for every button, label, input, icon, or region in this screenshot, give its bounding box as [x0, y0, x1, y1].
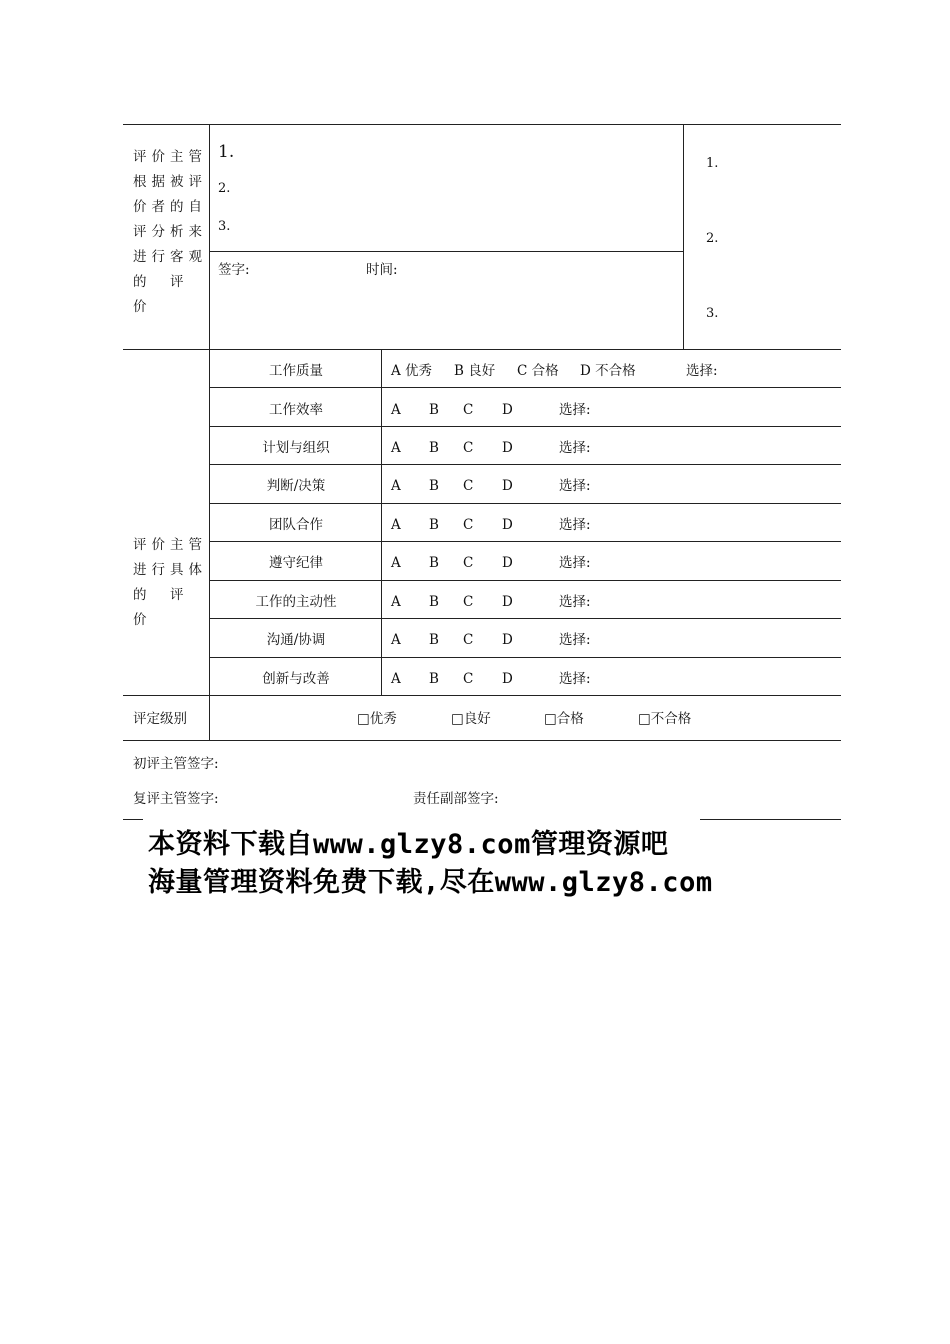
- option-d: D: [502, 555, 513, 571]
- side-label-line: 评分析来: [133, 224, 207, 240]
- option-b: B: [429, 440, 439, 456]
- side-label-line: 进行具体: [133, 562, 207, 578]
- criterion-name: 工作的主动性: [255, 594, 337, 610]
- option-b: B: [429, 671, 439, 687]
- option-b: B: [429, 594, 439, 610]
- option-c: C: [463, 594, 474, 610]
- option-a: A 优秀: [391, 363, 433, 379]
- option-b: B: [429, 555, 439, 571]
- side-label-line: 评价主管: [133, 537, 207, 553]
- rating-column-border: [209, 695, 210, 740]
- row-divider: [210, 541, 841, 542]
- criterion-name: 工作质量: [269, 363, 323, 379]
- deputy-signature: 责任副部签字:: [413, 791, 499, 807]
- option-d: D: [502, 517, 513, 533]
- option-d: D: [502, 671, 513, 687]
- detail-side-label: [133, 533, 213, 633]
- option-c: C: [463, 517, 474, 533]
- row-divider: [210, 503, 841, 504]
- top-side-label: [133, 145, 213, 320]
- choose-label: 选择:: [686, 363, 718, 379]
- row-divider: [210, 426, 841, 427]
- right-item-3: 3.: [706, 306, 719, 321]
- side-label-line: 的 评 价: [133, 587, 207, 628]
- option-a: A: [391, 671, 401, 687]
- choose-label: 选择:: [559, 632, 591, 648]
- signature-label: 签字:: [218, 262, 250, 278]
- watermark-line-2: 海量管理资料免费下载,尽在www.glzy8.com: [148, 867, 713, 898]
- table-bottom-border: [123, 740, 841, 741]
- option-d: D 不合格: [580, 363, 636, 379]
- choose-label: 选择:: [559, 671, 591, 687]
- side-label-line: 的 评 价: [133, 274, 207, 315]
- option-b: B 良好: [454, 363, 496, 379]
- choose-label: 选择:: [559, 440, 591, 456]
- option-a: A: [391, 478, 401, 494]
- rating-option-pass[interactable]: □合格: [544, 711, 584, 727]
- right-column-border: [683, 124, 684, 349]
- row-divider: [210, 657, 841, 658]
- row-divider: [210, 618, 841, 619]
- time-label: 时间:: [366, 262, 398, 278]
- rating-option-fail[interactable]: □不合格: [638, 711, 692, 727]
- option-d: D: [502, 632, 513, 648]
- rating-label: 评定级别: [133, 711, 187, 727]
- option-a: A: [391, 517, 401, 533]
- option-b: B: [429, 402, 439, 418]
- criterion-name: 沟通/协调: [266, 632, 326, 648]
- choose-label: 选择:: [559, 402, 591, 418]
- top-inner-divider: [210, 251, 683, 252]
- row-divider: [210, 464, 841, 465]
- option-c: C: [463, 402, 474, 418]
- option-a: A: [391, 555, 401, 571]
- second-supervisor-signature: 复评主管签字:: [133, 791, 219, 807]
- option-b: B: [429, 478, 439, 494]
- criterion-name: 计划与组织: [262, 440, 330, 456]
- first-supervisor-signature: 初评主管签字:: [133, 756, 219, 772]
- footer-rule-left: [123, 819, 143, 820]
- row-divider: [210, 580, 841, 581]
- choose-label: 选择:: [559, 478, 591, 494]
- option-c: C: [463, 555, 474, 571]
- section-divider: [123, 695, 841, 696]
- side-label-line: 根据被评: [133, 174, 207, 190]
- evaluation-item-2: 2.: [218, 181, 231, 196]
- evaluation-item-1: 1.: [218, 142, 235, 162]
- option-d: D: [502, 478, 513, 494]
- row-divider: [210, 387, 841, 388]
- option-d: D: [502, 402, 513, 418]
- option-c: C 合格: [517, 363, 559, 379]
- watermark-line-1: 本资料下载自www.glzy8.com管理资源吧: [148, 829, 669, 860]
- evaluation-item-3: 3.: [218, 219, 231, 234]
- rating-option-excellent[interactable]: □优秀: [357, 711, 397, 727]
- criterion-name: 创新与改善: [262, 671, 330, 687]
- footer-rule-right: [700, 819, 841, 820]
- right-item-1: 1.: [706, 156, 719, 171]
- option-c: C: [463, 671, 474, 687]
- criterion-name: 判断/决策: [266, 478, 326, 494]
- side-label-line: 进行客观: [133, 249, 207, 265]
- option-a: A: [391, 632, 401, 648]
- option-d: D: [502, 594, 513, 610]
- choose-label: 选择:: [559, 517, 591, 533]
- table-top-border: [123, 124, 841, 125]
- criterion-name: 工作效率: [269, 402, 323, 418]
- section-divider: [123, 349, 841, 350]
- option-b: B: [429, 632, 439, 648]
- right-item-2: 2.: [706, 231, 719, 246]
- option-c: C: [463, 478, 474, 494]
- option-c: C: [463, 632, 474, 648]
- option-b: B: [429, 517, 439, 533]
- option-a: A: [391, 594, 401, 610]
- rating-option-good[interactable]: □良好: [451, 711, 491, 727]
- choose-label: 选择:: [559, 594, 591, 610]
- criterion-name: 遵守纪律: [269, 555, 323, 571]
- criterion-name: 团队合作: [269, 517, 323, 533]
- option-a: A: [391, 402, 401, 418]
- side-label-line: 价者的自: [133, 199, 207, 215]
- option-c: C: [463, 440, 474, 456]
- side-label-line: 评价主管: [133, 149, 207, 165]
- choose-label: 选择:: [559, 555, 591, 571]
- option-a: A: [391, 440, 401, 456]
- option-d: D: [502, 440, 513, 456]
